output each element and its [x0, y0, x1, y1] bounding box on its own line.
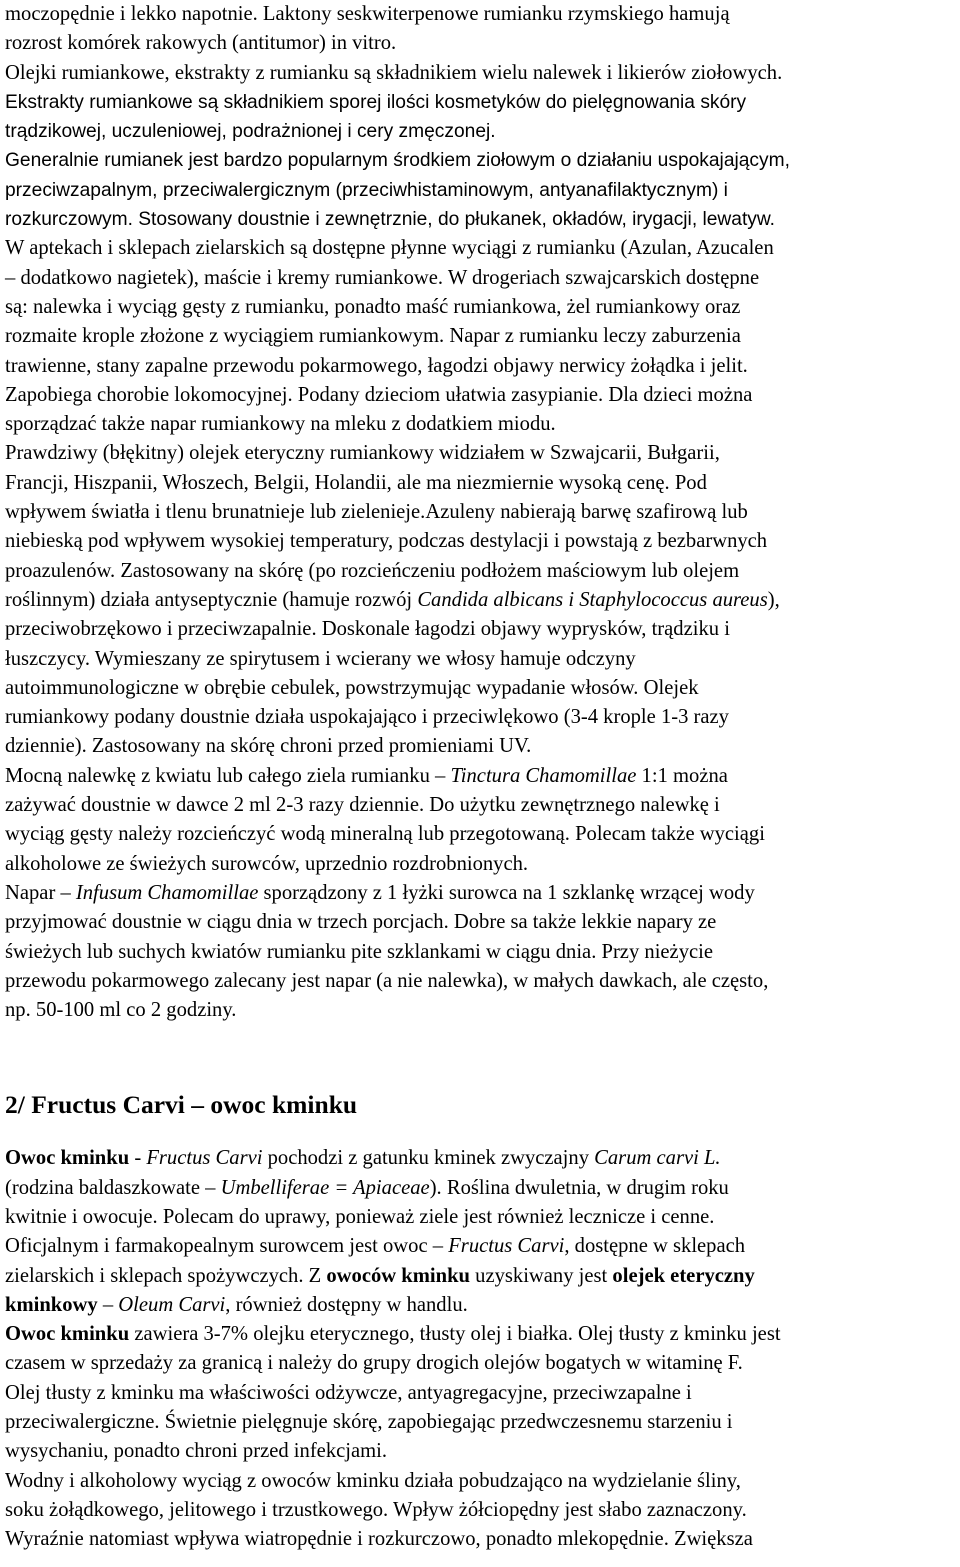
section-chamomile-text	[5, 0, 957, 1025]
text-run: (rodzina baldaszkowate –	[5, 1176, 221, 1199]
text-line: trądzikowej, uczuleniowej, podrażnionej i cery zmęczonej.	[5, 121, 496, 143]
document-page	[5, 0, 957, 1555]
text-line: Ekstrakty rumiankowe są składnikiem sporej ilości kosmetyków do pielęgnowania skóry	[5, 91, 747, 113]
bold-term: Owoc kminku	[5, 1147, 130, 1170]
bold-term: owoców kminku	[326, 1264, 470, 1287]
text-run: –	[97, 1293, 119, 1316]
text-line: kwitnie i owocuje. Polecam do uprawy, ponieważ ziele jest również lecznicze i cenne.	[5, 1205, 715, 1228]
text-line	[5, 1320, 957, 1349]
text-run: Napar –	[5, 881, 76, 904]
text-line: sporządzać także napar rumiankowy na mleku z dodatkiem miodu.	[5, 413, 556, 436]
text-line: wyciąg gęsty należy rozcieńczyć wodą mineralną lub przegotowaną. Polecam także wyciągi	[5, 823, 765, 846]
text-line	[5, 1262, 957, 1291]
text-line	[5, 1232, 957, 1261]
bold-term: olejek eteryczny	[612, 1264, 755, 1287]
text-line: łuszczycy. Wymieszany ze spirytusem i wcierany we włosy hamuje odczyny	[5, 647, 636, 670]
text-run: -	[129, 1147, 147, 1170]
text-line: świeżych lub suchych kwiatów rumianku pite szklankami w ciągu dnia. Przy nieżycie	[5, 940, 713, 963]
section-heading: 2/ Fructus Carvi – owoc kminku	[5, 1090, 358, 1120]
latin-term: Umbelliferae = Apiaceae	[220, 1176, 430, 1199]
text-line: przeciwalergiczne. Świetnie pielęgnuje skórę, zapobiegając przedwczesnemu starzeniu i	[5, 1411, 733, 1434]
text-line: W aptekach i sklepach zielarskich są dostępne płynne wyciągi z rumianku (Azulan, Azucalen	[5, 237, 774, 260]
bold-term: Owoc kminku	[5, 1323, 130, 1346]
bold-term: kminkowy	[5, 1293, 98, 1316]
text-line: Francji, Hiszpanii, Włoszech, Belgii, Holandii, ale ma niezmiernie wysoką cenę. Pod	[5, 471, 707, 494]
text-line	[5, 1174, 957, 1203]
text-line: Zapobiega chorobie lokomocyjnej. Podany dzieciom ułatwia zasypianie. Dla dzieci można	[5, 383, 753, 406]
text-run: uzyskiwany jest	[470, 1264, 613, 1287]
text-run: zielarskich i sklepach spożywczych. Z	[5, 1264, 327, 1287]
text-line: trawienne, stany zapalne przewodu pokarmowego, łagodzi objawy nerwicy żołądka i jelit.	[5, 354, 748, 377]
text-run: sporządzony z 1 łyżki surowca na 1 szklankę wrzącej wody	[258, 881, 755, 904]
text-line: przeciwobrzękowo i przeciwzapalnie. Doskonale łagodzi objawy wyprysków, trądziku i	[5, 618, 730, 641]
text-line: są: nalewka i wyciąg gęsty z rumianku, ponadto maść rumiankowa, żel rumiankowy oraz	[5, 295, 741, 318]
section-caraway-text	[5, 1144, 957, 1554]
text-line: Wodny i alkoholowy wyciąg z owoców kminku działa pobudzająco na wydzielanie śliny,	[5, 1469, 741, 1492]
text-line: soku żołądkowego, jelitowego i trzustkowego. Wpływ żółciopędny jest słabo zaznaczony.	[5, 1498, 747, 1521]
text-line: rozkurczowym. Stosowany doustnie i zewnętrznie, do płukanek, okładów, irygacji, lewatyw.	[5, 209, 775, 231]
text-run: ). Roślina dwuletnia, w drugim roku	[429, 1176, 729, 1199]
text-line: Olej tłusty z kminku ma właściwości odżywcze, antyagregacyjne, przeciwzapalne i	[5, 1381, 692, 1404]
text-line: wysychaniu, ponadto chroni przed infekcjami.	[5, 1440, 388, 1463]
text-line: Wyraźnie natomiast wpływa wiatropędnie i rozkurczowo, ponadto mlekopędnie. Zwiększa	[5, 1528, 753, 1551]
latin-term: Tinctura Chamomillae	[450, 764, 637, 787]
text-run: ),	[767, 588, 780, 611]
text-line: alkoholowe ze świeżych surowców, uprzednio rozdrobnionych.	[5, 852, 529, 875]
section-spacer	[5, 1025, 957, 1073]
latin-term: Fructus Carvi	[448, 1235, 565, 1258]
text-line: – dodatkowo nagietek), maście i kremy rumiankowe. W drogeriach szwajcarskich dostępne	[5, 266, 760, 289]
text-line	[5, 586, 957, 615]
latin-term: Fructus Carvi	[146, 1147, 263, 1170]
text-line: przeciwzapalnym, przeciwalergicznym (przeciwhistaminowym, antyanafilaktycznym) i	[5, 179, 728, 201]
text-line: rozrost komórek rakowych (antitumor) in vitro.	[5, 32, 397, 55]
text-run: , również dostępny w handlu.	[225, 1293, 468, 1316]
text-run: Mocną nalewkę z kwiatu lub całego ziela rumianku –	[5, 764, 451, 787]
text-run: , dostępne w sklepach	[564, 1235, 746, 1258]
text-line	[5, 1144, 957, 1173]
text-line: moczopędnie i lekko napotnie. Laktony seskwiterpenowe rumianku rzymskiego hamują	[5, 3, 730, 25]
text-line: przewodu pokarmowego zalecany jest napar (a nie nalewka), w małych dawkach, ale często,	[5, 969, 769, 992]
text-line: autoimmunologiczne w obrębie cebulek, powstrzymując wypadanie włosów. Olejek	[5, 676, 699, 699]
text-line: Prawdziwy (błękitny) olejek eteryczny rumiankowy widziałem w Szwajcarii, Bułgarii,	[5, 442, 720, 465]
text-run: zawiera 3-7% olejku eterycznego, tłusty olej i białka. Olej tłusty z kminku jest	[129, 1323, 781, 1346]
text-line: dziennie). Zastosowany na skórę chroni przed promieniami UV.	[5, 735, 532, 758]
text-line: Generalnie rumianek jest bardzo popularnym środkiem ziołowym o działaniu uspokajającym,	[5, 150, 790, 172]
text-line	[5, 1291, 957, 1320]
text-line: Olejki rumiankowe, ekstrakty z rumianku są składnikiem wielu nalewek i likierów ziołowych.	[5, 61, 783, 84]
heading-spacer	[5, 1120, 957, 1144]
text-line	[5, 879, 957, 908]
latin-term: Oleum Carvi	[118, 1293, 226, 1316]
latin-term: Carum carvi L.	[594, 1147, 721, 1170]
text-line: czasem w sprzedaży za granicą i należy do grupy drogich olejów bogatych w witaminę F.	[5, 1352, 743, 1375]
latin-term: Candida albicans i Staphylococcus aureus	[417, 588, 768, 611]
text-line: rozmaite krople złożone z wyciągiem rumiankowym. Napar z rumianku leczy zaburzenia	[5, 325, 741, 348]
text-run: roślinnym) działa antyseptycznie (hamuje rozwój	[5, 588, 418, 611]
text-line: niebieską pod wpływem wysokiej temperatury, podczas destylacji i powstają z bezbarwnych	[5, 530, 768, 553]
text-line: wpływem światła i tlenu brunatnieje lub zielenieje.Azuleny nabierają barwę szafirową lub	[5, 501, 748, 524]
text-line: rumiankowy podany doustnie działa uspokajająco i przeciwlękowo (3-4 krople 1-3 razy	[5, 706, 729, 729]
text-run: 1:1 można	[636, 764, 728, 787]
text-line: np. 50-100 ml co 2 godziny.	[5, 999, 237, 1022]
text-line: zażywać doustnie w dawce 2 ml 2-3 razy dziennie. Do użytku zewnętrznego nalewkę i	[5, 794, 720, 817]
latin-term: Infusum Chamomillae	[75, 881, 259, 904]
text-line: przyjmować doustnie w ciągu dnia w trzech porcjach. Dobre sa także lekkie napary ze	[5, 911, 717, 934]
text-line	[5, 762, 957, 791]
text-run: pochodzi z gatunku kminek zwyczajny	[262, 1147, 595, 1170]
text-run: Oficjalnym i farmakopealnym surowcem jest owoc –	[5, 1235, 449, 1258]
text-line: proazulenów. Zastosowany na skórę (po rozcieńczeniu podłożem maściowym lub olejem	[5, 559, 740, 582]
